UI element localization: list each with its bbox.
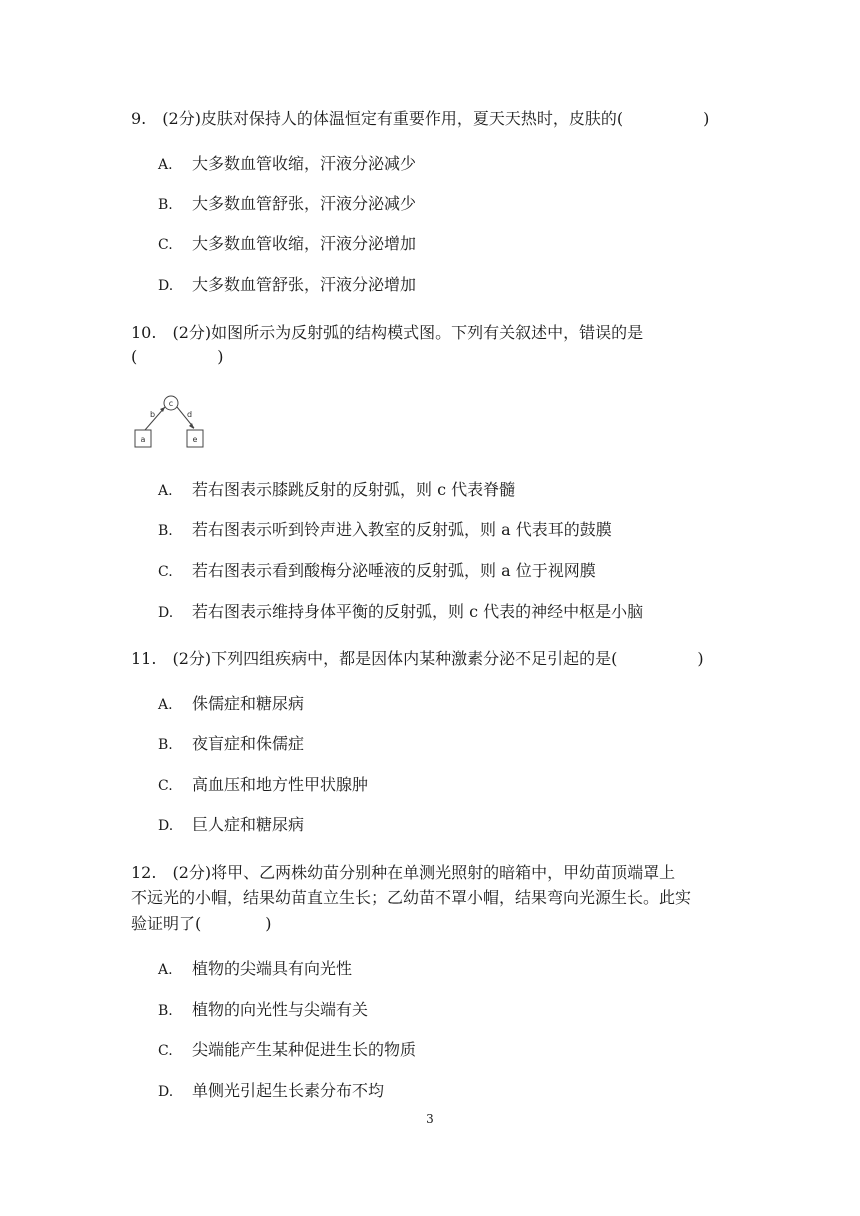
question-9-stem: 9. (2分)皮肤对保持人的体温恒定有重要作用，夏天天热时，皮肤的( )	[131, 109, 710, 128]
question-11-option-a: A. 侏儒症和糖尿病	[158, 694, 305, 713]
question-12-stem-line-2: 不远光的小帽，结果幼苗直立生长；乙幼苗不罩小帽，结果弯向光源生长。此实	[131, 888, 692, 907]
question-10-option-c: C. 若右图表示看到酸梅分泌唾液的反射弧，则 a 位于视网膜	[158, 561, 596, 580]
label-b: b	[150, 410, 156, 419]
question-12-stem-line-1: 12. (2分)将甲、乙两株幼苗分别种在单测光照射的暗箱中，甲幼苗顶端罩上	[131, 863, 676, 882]
question-10-stem-line-1: 10. (2分)如图所示为反射弧的结构模式图。下列有关叙述中，错误的是	[131, 323, 644, 342]
label-c: c	[168, 399, 174, 408]
question-12-option-b: B. 植物的向光性与尖端有关	[158, 1000, 369, 1019]
question-10-stem-line-2: ( )	[131, 347, 224, 366]
question-12-option-d: D. 单侧光引起生长素分布不均	[158, 1081, 385, 1100]
arrow-d	[189, 423, 194, 429]
label-e: e	[192, 435, 198, 444]
question-11-stem: 11. (2分)下列四组疾病中，都是因体内某种激素分泌不足引起的是( )	[131, 649, 704, 668]
question-9-option-b: B. 大多数血管舒张，汗液分泌减少	[158, 194, 417, 213]
question-12-stem-line-3: 验证明了( )	[131, 914, 272, 933]
label-a: a	[140, 435, 146, 444]
question-9-option-d: D. 大多数血管舒张，汗液分泌增加	[158, 275, 417, 294]
question-10-option-a: A. 若右图表示膝跳反射的反射弧，则 c 代表脊髓	[158, 480, 516, 499]
question-12-option-a: A. 植物的尖端具有向光性	[158, 959, 353, 978]
reflex-arc-diagram	[128, 392, 228, 458]
page-number: 3	[426, 1112, 434, 1126]
question-11-option-b: B. 夜盲症和侏儒症	[158, 734, 305, 753]
question-10-option-b: B. 若右图表示听到铃声进入教室的反射弧，则 a 代表耳的鼓膜	[158, 520, 612, 539]
question-9-option-c: C. 大多数血管收缩，汗液分泌增加	[158, 234, 417, 253]
question-12-option-c: C. 尖端能产生某种促进生长的物质	[158, 1040, 417, 1059]
question-11-option-c: C. 高血压和地方性甲状腺肿	[158, 775, 369, 794]
question-11-option-d: D. 巨人症和糖尿病	[158, 815, 305, 834]
label-d: d	[187, 410, 193, 419]
question-10-option-d: D. 若右图表示维持身体平衡的反射弧，则 c 代表的神经中枢是小脑	[158, 602, 644, 621]
question-9-option-a: A. 大多数血管收缩，汗液分泌减少	[158, 154, 417, 173]
